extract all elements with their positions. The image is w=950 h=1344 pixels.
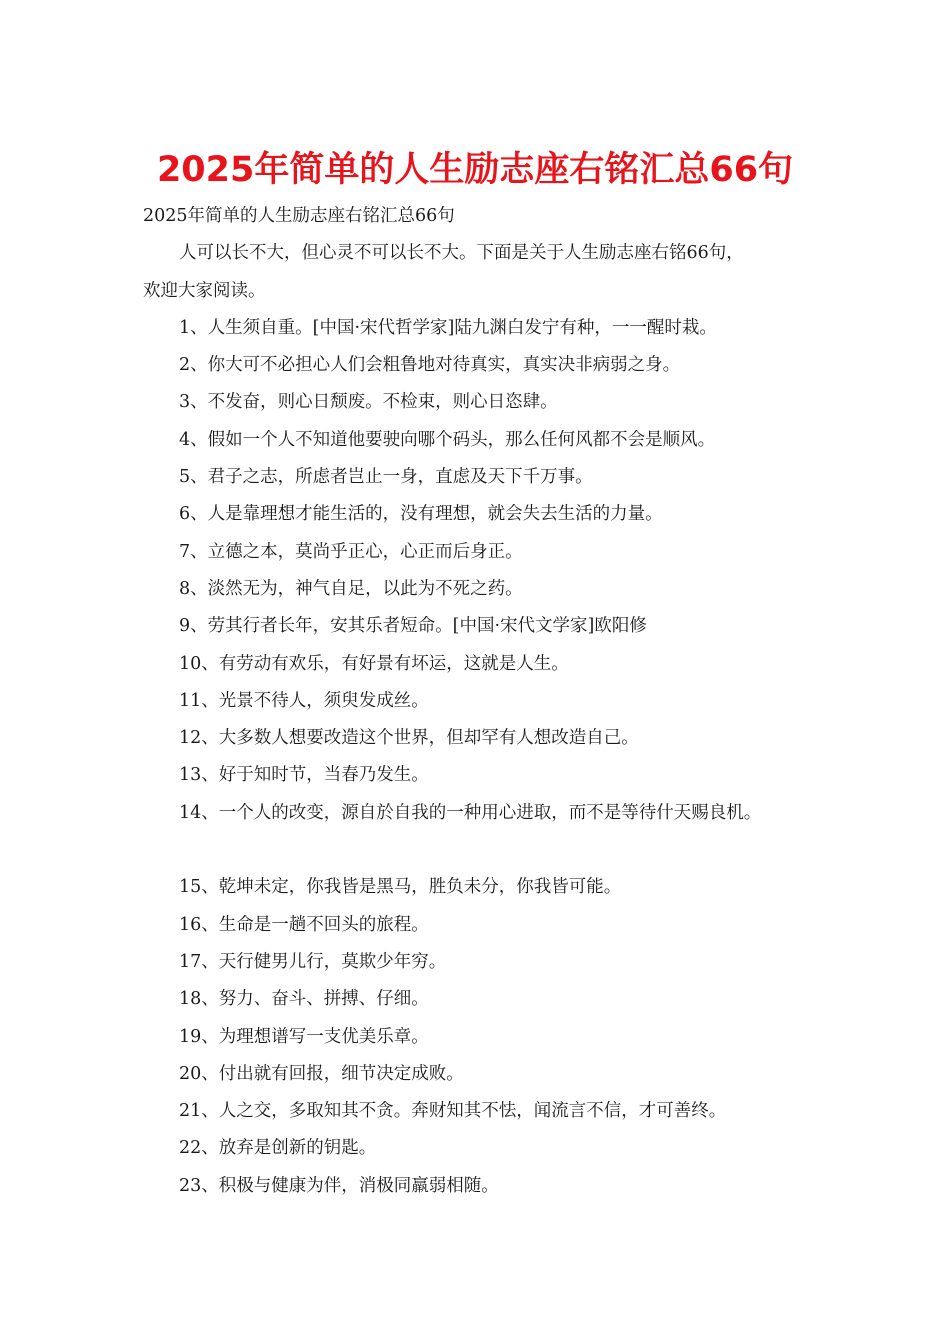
list-item: 5、君子之志，所虑者岂止一身，直虑及天下千万事。 — [179, 467, 593, 488]
intro-paragraph-line: 人可以长不大，但心灵不可以长不大。下面是关于人生励志座右铭66句， — [179, 243, 744, 264]
list-item: 21、人之交，多取知其不贪。奔财知其不怯，闻流言不信，才可善终。 — [179, 1101, 727, 1122]
list-item: 6、人是靠理想才能生活的，没有理想，就会失去生活的力量。 — [179, 504, 663, 525]
list-item: 20、付出就有回报，细节决定成败。 — [179, 1063, 464, 1084]
list-item: 16、生命是一趟不回头的旅程。 — [179, 914, 429, 935]
list-item: 12、大多数人想要改造这个世界，但却罕有人想改造自己。 — [179, 728, 639, 749]
list-item: 14、一个人的改变，源自於自我的一种用心进取，而不是等待什天赐良机。 — [179, 802, 762, 823]
intro-paragraph-line: 欢迎大家阅读。 — [143, 280, 266, 301]
list-item: 15、乾坤未定，你我皆是黑马，胜负未分，你我皆可能。 — [179, 877, 622, 898]
list-item: 11、光景不待人，须臾发成丝。 — [179, 690, 429, 711]
list-item: 17、天行健男儿行，莫欺少年穷。 — [179, 951, 447, 972]
list-item: 3、不发奋，则心日颓废。不检束，则心日恣肆。 — [179, 392, 558, 413]
list-item: 2、你大可不必担心人们会粗鲁地对待真实，真实决非病弱之身。 — [179, 355, 681, 376]
list-item: 19、为理想谱写一支优美乐章。 — [179, 1026, 429, 1047]
paragraph-gap — [143, 832, 823, 869]
list-item: 8、淡然无为，神气自足，以此为不死之药。 — [179, 578, 523, 599]
document-body — [143, 198, 823, 1205]
list-item: 1、人生须自重。[中国·宋代哲学家]陆九渊白发宁有种，一一醒时栽。 — [179, 317, 717, 338]
list-item: 9、劳其行者长年，安其乐者短命。[中国·宋代文学家]欧阳修 — [179, 616, 647, 637]
list-item: 7、立德之本，莫尚乎正心，心正而后身正。 — [179, 541, 523, 562]
list-item: 22、放弃是创新的钥匙。 — [179, 1138, 377, 1159]
list-item: 4、假如一个人不知道他要驶向哪个码头，那么任何风都不会是顺风。 — [179, 429, 716, 450]
list-item: 10、有劳动有欢乐，有好景有坏运，这就是人生。 — [179, 653, 569, 674]
document-subtitle: 2025年简单的人生励志座右铭汇总66句 — [143, 206, 455, 226]
list-item: 23、积极与健康为伴，消极同羸弱相随。 — [179, 1175, 499, 1196]
list-item: 13、好于知时节，当春乃发生。 — [179, 765, 429, 786]
document-title: 2025年简单的人生励志座右铭汇总66句 — [156, 150, 794, 190]
list-item: 18、努力、奋斗、拼搏、仔细。 — [179, 989, 429, 1010]
